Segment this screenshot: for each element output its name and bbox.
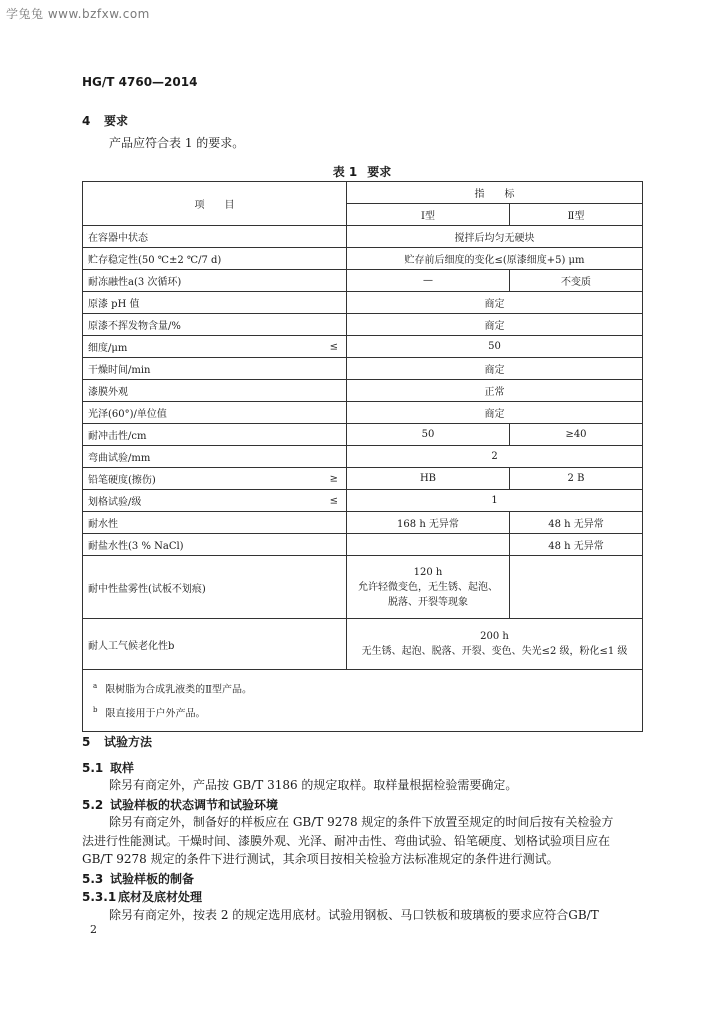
table-notes: [83, 670, 643, 732]
row-item-cell: [83, 512, 347, 534]
value-line: 脱落、开裂等现象: [388, 596, 468, 608]
row-value-type-2: 48 h 无异常: [510, 512, 643, 534]
row-value-both: 商定: [347, 358, 643, 380]
header-item: 项 目: [83, 182, 347, 226]
header-type-1: Ⅰ型: [347, 204, 510, 226]
section-title: 试验方法: [104, 735, 153, 749]
section-title: 试验样板的状态调节和试验环境: [110, 798, 279, 812]
table-row: [83, 490, 643, 512]
table-row-salt-spray: [83, 556, 643, 619]
table-row: [83, 358, 643, 380]
row-value-type-1: —: [347, 270, 510, 292]
page-number: 2: [90, 923, 97, 936]
table-row: [83, 248, 643, 270]
row-value-both: 贮存前后细度的变化≤(原漆细度+5) μm: [347, 248, 643, 270]
section-title: 试验样板的制备: [110, 872, 195, 886]
row-item-label: 原漆不挥发物含量/%: [88, 321, 181, 332]
row-value-type-2: 不变质: [510, 270, 643, 292]
row-comparator: ≤: [329, 495, 338, 506]
value-line: 允许轻微变色，无生锈、起泡、: [358, 581, 498, 593]
row-value-both: 商定: [347, 292, 643, 314]
table-row: [83, 314, 643, 336]
row-value-type-1: HB: [347, 468, 510, 490]
table-row: [83, 402, 643, 424]
row-item-cell: [83, 380, 347, 402]
body-line: GB/T 9278 规定的条件下进行测试，其余项目按相关检验方法标准规定的条件进行测试。: [82, 852, 559, 866]
header-indicator: 指 标: [347, 182, 643, 204]
section-5-2-heading: [82, 796, 278, 813]
value-line: 无生锈、起泡、脱落、开裂、变色、失光≤2 级，粉化≤1 级: [361, 646, 628, 657]
table-row: [83, 226, 643, 248]
row-item-label: 耐水性: [88, 519, 118, 530]
row-value-both: 商定: [347, 314, 643, 336]
table-row: [83, 270, 643, 292]
requirements-table: [82, 181, 643, 732]
row-item-label: 弯曲试验/mm: [88, 453, 151, 464]
section-4-heading: [82, 112, 128, 129]
section-5-2-body: [82, 813, 642, 869]
section-number: 5.3.1: [82, 890, 117, 904]
row-item-label: 耐盐水性(3 % NaCl): [88, 541, 184, 552]
row-item-label: 耐冲击性/cm: [88, 431, 147, 442]
row-item-cell: [83, 446, 347, 468]
row-item-cell: [83, 270, 347, 292]
section-number: 5: [82, 735, 91, 749]
row-value-type-2: [510, 556, 643, 619]
row-comparator: ≤: [329, 341, 338, 352]
section-5-3-1-body: 除另有商定外，按表 2 的规定选用底材。试验用钢板、马口铁板和玻璃板的要求应符合GB/T: [109, 908, 599, 922]
row-item-cell: [83, 358, 347, 380]
section-number: 5.1: [82, 761, 104, 775]
row-item-cell: [83, 490, 347, 512]
table-row: [83, 512, 643, 534]
row-item-label: 干燥时间/min: [88, 365, 151, 376]
body-line: 法进行性能测试。干燥时间、漆膜外观、光泽、耐冲击性、弯曲试验、铅笔硬度、划格试验项目应在: [82, 833, 611, 848]
row-item-label: 铅笔硬度(擦伤): [88, 475, 156, 486]
table-row: [83, 534, 643, 556]
section-number: 4: [82, 114, 91, 128]
table-row: [83, 468, 643, 490]
section-4-intro: 产品应符合表 1 的要求。: [109, 136, 245, 150]
row-item-label: 耐冻融性a(3 次循环): [88, 277, 182, 288]
row-item-label: 光泽(60°)/单位值: [88, 409, 167, 420]
section-number: 5.2: [82, 798, 104, 812]
section-5-1-body: 除另有商定外，产品按 GB/T 3186 的规定取样。取样量根据检验需要确定。: [109, 778, 518, 792]
row-item-cell: [83, 402, 347, 424]
note-marker: b: [93, 706, 98, 715]
row-item-cell: [83, 468, 347, 490]
row-item-cell: [83, 336, 347, 358]
table-caption-title: 要求: [367, 165, 392, 179]
table-note: [93, 676, 632, 700]
value-line: 120 h: [413, 566, 443, 578]
section-number: 5.3: [82, 872, 104, 886]
table-row: [83, 336, 643, 358]
section-title: 取样: [110, 761, 135, 775]
note-text: 限树脂为合成乳液类的Ⅱ型产品。: [105, 684, 252, 696]
row-value-type-1: [347, 534, 510, 556]
body-line: 除另有商定外，制备好的样板应在 GB/T 9278 规定的条件下放置至规定的时间后按有关检验方: [109, 815, 614, 829]
row-value-type-1: [347, 556, 510, 619]
row-value-both: [347, 619, 643, 670]
section-5-heading: [82, 733, 152, 750]
row-item-cell: [83, 314, 347, 336]
table-row: [83, 380, 643, 402]
row-value-both: 商定: [347, 402, 643, 424]
section-title: 底材及底材处理: [118, 890, 203, 904]
value-line: 200 h: [480, 631, 509, 642]
table-row: [83, 424, 643, 446]
row-value-type-2: ≥40: [510, 424, 643, 446]
row-item-label: 原漆 pH 值: [88, 299, 140, 310]
watermark-text: 学兔兔 www.bzfxw.com: [6, 7, 150, 21]
row-value-type-2: 48 h 无异常: [510, 534, 643, 556]
row-item-cell: [83, 424, 347, 446]
table-note: [93, 700, 632, 724]
section-title: 要求: [104, 114, 129, 128]
table-header-row: [83, 182, 643, 204]
row-item-cell: [83, 248, 347, 270]
row-item-label: 耐人工气候老化性b: [83, 619, 347, 670]
note-marker: a: [93, 682, 98, 690]
table-row: [83, 292, 643, 314]
section-5-1-heading: [82, 759, 134, 776]
table-1-caption: [0, 163, 724, 180]
document-number: HG/T 4760—2014: [82, 75, 198, 89]
row-item-cell: [83, 534, 347, 556]
row-comparator: ≥: [329, 473, 338, 484]
row-value-both: 正常: [347, 380, 643, 402]
row-value-both: 2: [347, 446, 643, 468]
row-value-type-1: 50: [347, 424, 510, 446]
row-value-both: 搅拌后均匀无硬块: [347, 226, 643, 248]
row-item-cell: [83, 292, 347, 314]
table-notes-row: [83, 670, 643, 732]
table-row: [83, 446, 643, 468]
section-5-3-1-heading: [82, 888, 202, 905]
header-type-2: Ⅱ型: [510, 204, 643, 226]
row-value-type-1: 168 h 无异常: [347, 512, 510, 534]
row-item-label: 贮存稳定性(50 ℃±2 ℃/7 d): [88, 255, 222, 266]
row-item-label: 漆膜外观: [88, 387, 128, 398]
note-text: 限直接用于户外产品。: [105, 708, 206, 720]
section-5-3-heading: [82, 870, 194, 887]
table-caption-number: 表 1: [332, 165, 358, 179]
row-value-both: 50: [347, 336, 643, 358]
row-item-label: 耐中性盐雾性(试板不划痕): [83, 556, 347, 619]
row-item-label: 划格试验/级: [88, 497, 142, 508]
row-item-label: 细度/μm: [88, 343, 128, 354]
table-row-weathering: [83, 619, 643, 670]
row-item-label: 在容器中状态: [88, 233, 148, 244]
row-value-type-2: 2 B: [510, 468, 643, 490]
row-item-cell: [83, 226, 347, 248]
row-value-both: 1: [347, 490, 643, 512]
